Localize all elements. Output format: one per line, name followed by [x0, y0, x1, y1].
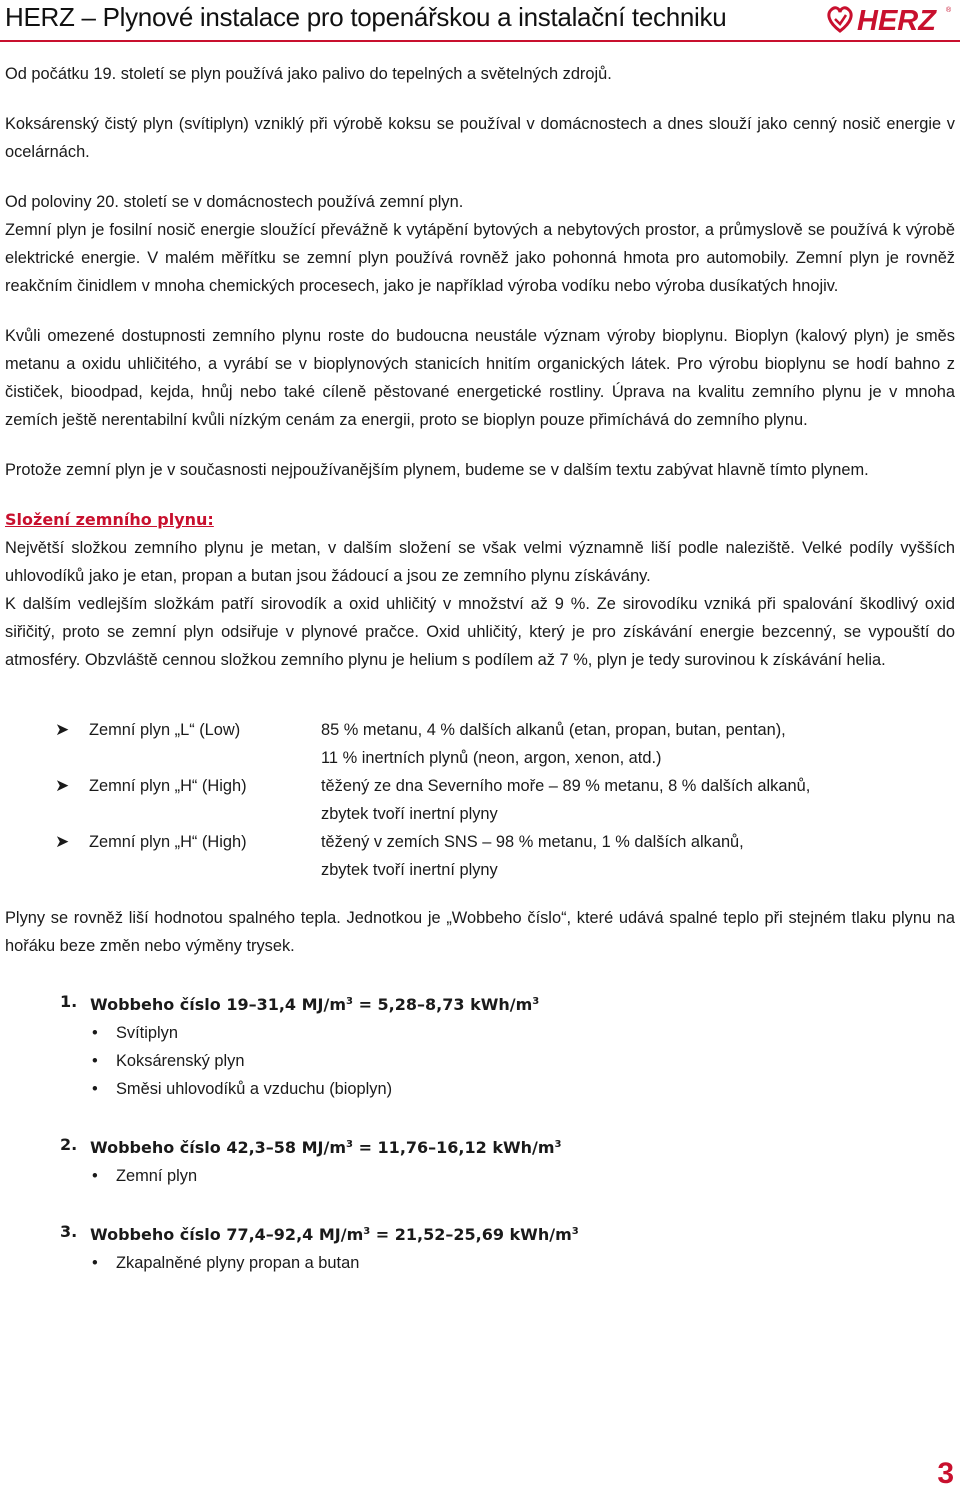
- paragraph: Od počátku 19. století se plyn používá jako palivo do tepelných a světelných zdrojů.: [5, 65, 612, 83]
- heart-icon: [829, 8, 851, 31]
- gas-name: Zemní plyn „L“ (Low): [89, 721, 241, 739]
- header-divider: [0, 40, 960, 42]
- herz-logo: [826, 4, 954, 34]
- section-heading: Složení zemního plynu:: [5, 510, 214, 529]
- arrow-bullet-icon: ➤: [55, 776, 70, 795]
- bullet-icon: •: [92, 1167, 98, 1185]
- list-item: [5, 772, 955, 828]
- page-header: [0, 0, 960, 40]
- gas-desc: zbytek tvoří inertní plyny: [321, 861, 498, 879]
- wobbe-heading: 1. Wobbeho číslo 19–31,4 $MJ/m^3 = 5,28-8,73$ kWh/$m^3$: [60, 992, 540, 1014]
- bullet-icon: •: [92, 1254, 98, 1272]
- svg-text:®: ®: [946, 7, 952, 14]
- gas-desc: těžený v zemích SNS – 98 % metanu, 1 % dalších alkanů,: [321, 833, 744, 851]
- gas-name: Zemní plyn „H“ (High): [89, 777, 247, 795]
- bullet-icon: •: [92, 1052, 98, 1070]
- paragraph: Největší složkou zemního plynu je metan, v dalším složení se však velmi významně liší podle naleziště. Velké podíly vyšších uhlovodíků jako je etan, propan a butan jsou žádoucí a jsou ze zemního plynu získávány.: [5, 539, 955, 585]
- wobbe-heading: 2. Wobbeho číslo 42,3–58 $MJ/m^3 = 11,76-16,12$ kWh/$m^3$: [60, 1135, 562, 1157]
- wobbe-group: [60, 1131, 955, 1190]
- gas-desc: 85 % metanu, 4 % dalších alkanů (etan, propan, butan, pentan),: [321, 721, 786, 739]
- wobbe-items: [92, 1019, 955, 1103]
- document-body: [5, 60, 955, 1277]
- list-item: • Koksárenský plyn: [92, 1047, 955, 1075]
- paragraph: Zemní plyn je fosilní nosič energie sloužící převážně k vytápění bytových a nebytových prostor, a průmyslově se používá k výrobě elektrické energie. V malém měřítku se zemní plyn používá rovněž jako pohonná hmota pro automobily. Zemní plyn je rovněž reakčním činidlem v mnoha chemických procesech, jako je například výroba vodíku nebo výroba dusíkatých hnojiv.: [5, 221, 955, 295]
- paragraph: Kvůli omezené dostupnosti zemního plynu roste do budoucna neustále význam výroby bioplynu. Bioplyn (kalový plyn) je směs metanu a oxidu uhličitého, a vyrábí se v bioplynových stanicích hnitím organických látek. Pro výrobu bioplynu se hodí bahno z čističek, bioodpad, kejda, hnůj nebo také cíleně pěstované energetické rostliny. Úprava na kvalitu zemního plynu je v mnoha zemích ještě nerentabilní kvůli nízkým cenám za energii, proto se bioplyn pouze přimíchává do zemního plynu.: [5, 327, 955, 429]
- list-item: • Svítiplyn: [92, 1019, 955, 1047]
- gas-name: Zemní plyn „H“ (High): [89, 833, 247, 851]
- wobbe-group: [60, 1218, 955, 1277]
- paragraph: Plyny se rovněž liší hodnotou spalného tepla. Jednotkou je „Wobbeho číslo“, které udává spalné teplo při stejném tlaku plynu na hořáku beze změn nebo výměny trysek.: [5, 909, 955, 955]
- list-item: • Zkapalněné plyny propan a butan: [92, 1249, 955, 1277]
- gas-desc: těžený ze dna Severního moře – 89 % metanu, 8 % dalších alkanů,: [321, 777, 811, 795]
- gas-desc: 11 % inertních plynů (neon, argon, xenon, atd.): [321, 749, 662, 767]
- header-title: HERZ – Plynové instalace pro topenářskou a instalační techniku: [5, 2, 727, 32]
- list-item: • Směsi uhlovodíků a vzduchu (bioplyn): [92, 1075, 955, 1103]
- wobbe-items: [92, 1162, 955, 1190]
- list-item: [5, 828, 955, 884]
- gas-desc: zbytek tvoří inertní plyny: [321, 805, 498, 823]
- gas-type-list: [5, 716, 955, 884]
- arrow-bullet-icon: ➤: [55, 720, 70, 739]
- logo-text: HERZ: [857, 5, 936, 34]
- paragraph: Protože zemní plyn je v současnosti nejpoužívanějším plynem, budeme se v dalším textu zabývat hlavně tímto plynem.: [5, 461, 869, 479]
- wobbe-heading: 3. Wobbeho číslo 77,4–92,4 $MJ/m^3 = 21,52-25,69$ kWh/$m^3$: [60, 1222, 579, 1244]
- wobbe-group: [60, 988, 955, 1103]
- list-item: • Zemní plyn: [92, 1162, 955, 1190]
- page-number: 3: [937, 1457, 954, 1490]
- paragraph: K dalším vedlejším složkám patří sirovodík a oxid uhličitý v množství až 9 %. Ze sirovodíku vzniká při spalování škodlivý oxid siřičitý, proto se zemní plyn odsiřuje v plynové pračce. Oxid uhličitý, který je pro získávání energie bezcenný, se vypouští do atmosféry. Obzvláště cennou složkou zemního plynu je helium s podílem až 7 %, plyn je tedy surovinou k získávání helia.: [5, 595, 955, 669]
- bullet-icon: •: [92, 1080, 98, 1098]
- paragraph: Koksárenský čistý plyn (svítiplyn) vzniklý při výrobě koksu se používal v domácnostech a dnes slouží jako cenný nosič energie v ocelárnách.: [5, 115, 955, 161]
- list-item: [5, 716, 955, 772]
- arrow-bullet-icon: ➤: [55, 832, 70, 851]
- wobbe-items: [92, 1249, 955, 1277]
- paragraph: Od poloviny 20. století se v domácnostech používá zemní plyn.: [5, 193, 464, 211]
- bullet-icon: •: [92, 1024, 98, 1042]
